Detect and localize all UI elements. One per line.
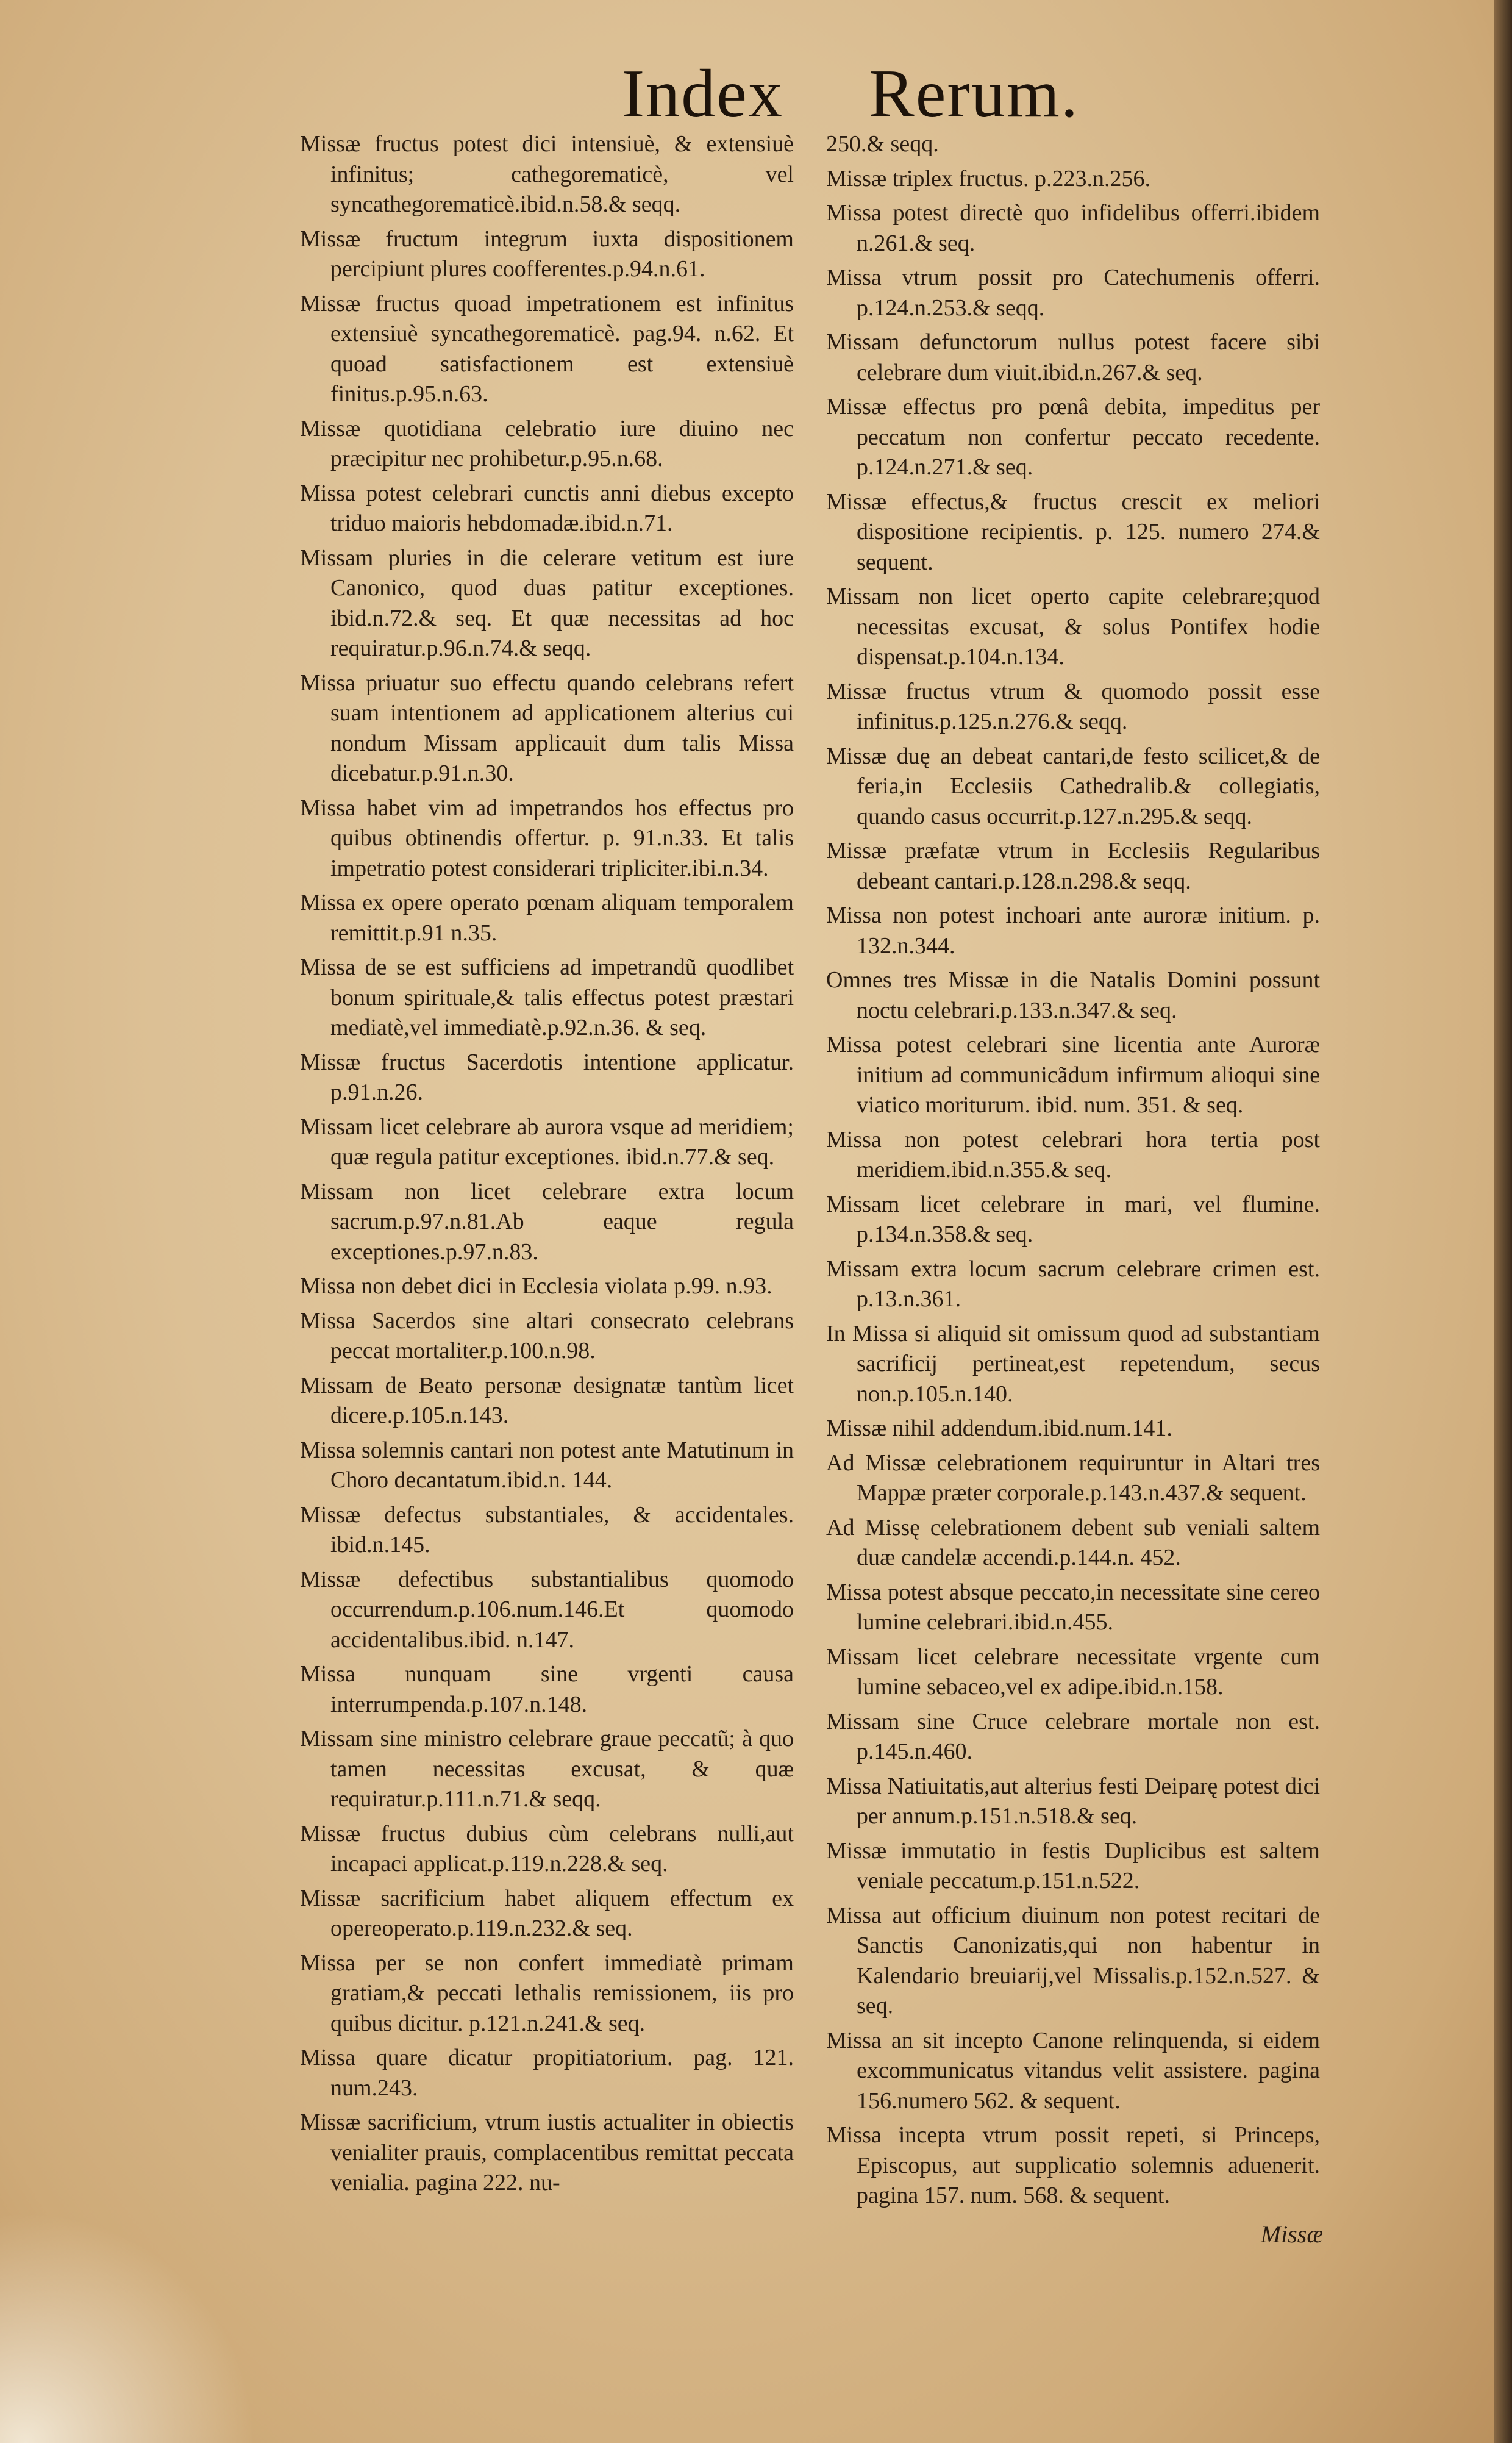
- index-entry: Missam licet celebrare necessitate vrgente cum lumine sebaceo,vel ex adipe.ibid.n.158.: [826, 1644, 1320, 1700]
- index-entry: Missam non licet celebrare extra locum sacrum.p.97.n.81.Ab eaque regula exceptiones.p.97.n.83.: [300, 1178, 794, 1265]
- index-entry: Ad Missę celebrationem debent sub veniali saltem duæ candelæ accendi.p.144.n. 452.: [826, 1514, 1320, 1570]
- index-entry: Missa nunquam sine vrgenti causa interrumpenda.p.107.n.148.: [300, 1661, 794, 1717]
- index-entry: Missa quare dicatur propitiatorium. pag. 121. num.243.: [300, 2045, 794, 2101]
- index-entry: Missæ fructus vtrum & quomodo possit esse infinitus.p.125.n.276.& seqq.: [826, 678, 1320, 734]
- index-entry: Missam defunctorum nullus potest facere sibi celebrare dum viuit.ibid.n.267.& seq.: [826, 329, 1320, 385]
- index-entry: Missa de se est sufficiens ad impetrandũ quodlibet bonum spirituale,& talis effectus potest præstari mediatè,vel immediatè.p.92.n.36. & seq.: [300, 954, 794, 1040]
- index-entry: Missam extra locum sacrum celebrare crimen est. p.13.n.361.: [826, 1256, 1320, 1312]
- index-entry: Missam de Beato personæ designatæ tantùm licet dicere.p.105.n.143.: [300, 1372, 794, 1428]
- index-entry: Missam non licet operto capite celebrare;quod necessitas excusat, & solus Pontifex hodie dispensat.p.104.n.134.: [826, 584, 1320, 670]
- page-edge-shadow: [1494, 0, 1512, 2443]
- index-entry: Missæ fructus potest dici intensiuè, & extensiuè infinitus; cathegorematicè, vel syncathegorematicè.ibid.n.58.& seqq.: [300, 131, 794, 217]
- index-entry: Missa priuatur suo effectu quando celebrans refert suam intentionem ad applicationem alterius cui nondum Missam applicauit dum talis Missa dicebatur.p.91.n.30.: [300, 670, 794, 786]
- index-entry: Missa non debet dici in Ecclesia violata p.99. n.93.: [300, 1273, 772, 1299]
- index-entry: Missa vtrum possit pro Catechumenis offerri. p.124.n.253.& seqq.: [826, 265, 1320, 321]
- index-entry: Missa non potest inchoari ante auroræ initium. p. 132.n.344.: [826, 903, 1320, 959]
- index-entry: 250.& seqq.: [826, 131, 939, 157]
- index-entry: Missa potest celebrari cunctis anni diebus excepto triduo maioris hebdomadæ.ibid.n.71.: [300, 480, 794, 536]
- header-right-word: Rerum.: [869, 56, 1079, 132]
- index-entry: Missa an sit incepto Canone relinquenda, si eidem excommunicatus vitandus velit assistere. pagina 156.numero 562. & sequent.: [826, 2027, 1320, 2114]
- index-column-left: [300, 129, 794, 2203]
- index-entry: Missa aut officium diuinum non potest recitari de Sanctis Canonizatis,qui non habentur in Kalendario breuiarij,vel Missalis.p.152.n.527. & seq.: [826, 1902, 1320, 2019]
- running-header: [622, 55, 1171, 140]
- index-entry: Missæ defectibus substantialibus quomodo occurrendum.p.106.num.146.Et quomodo accidentalibus.ibid. n.147.: [300, 1566, 794, 1653]
- index-entry: Ad Missæ celebrationem requiruntur in Altari tres Mappæ præter corporale.p.143.n.437.& sequent.: [826, 1450, 1320, 1506]
- index-entry: Missæ præfatæ vtrum in Ecclesiis Regularibus debeant cantari.p.128.n.298.& seqq.: [826, 838, 1320, 894]
- index-entry: Missæ quotidiana celebratio iure diuino nec præcipitur nec prohibetur.p.95.n.68.: [300, 415, 794, 471]
- index-entry: Missa potest celebrari sine licentia ante Auroræ initium ad communicãdum infirmum alioqui sine viatico moriturum. ibid. num. 351. & seq.: [826, 1032, 1320, 1118]
- index-entry: Missam sine Cruce celebrare mortale non est. p.145.n.460.: [826, 1708, 1320, 1764]
- index-entry: Missæ fructus Sacerdotis intentione applicatur. p.91.n.26.: [300, 1049, 794, 1105]
- index-entry: Missa Sacerdos sine altari consecrato celebrans peccat mortaliter.p.100.n.98.: [300, 1307, 794, 1364]
- index-entry: Missam licet celebrare in mari, vel flumine. p.134.n.358.& seq.: [826, 1191, 1320, 1247]
- index-entry: Omnes tres Missæ in die Natalis Domini possunt noctu celebrari.p.133.n.347.& seq.: [826, 967, 1320, 1023]
- index-entry: Missa incepta vtrum possit repeti, si Princeps, Episcopus, aut supplicatio solemnis aduenerit. pagina 157. num. 568. & sequent.: [826, 2122, 1320, 2208]
- index-column-right: [826, 129, 1320, 2216]
- index-entry: Missæ nihil addendum.ibid.num.141.: [826, 1415, 1172, 1441]
- index-entry: Missam pluries in die celerare vetitum est iure Canonico, quod duas patitur exceptiones. ibid.n.72.& seq. Et quæ necessitas ad hoc requiratur.p.96.n.74.& seqq.: [300, 545, 794, 661]
- index-entry: Missæ sacrificium, vtrum iustis actualiter in obiectis venialiter prauis, complacentibus remittat peccata venialia. pagina 222. nu-: [300, 2109, 794, 2195]
- index-entry: Missæ immutatio in festis Duplicibus est saltem veniale peccatum.p.151.n.522.: [826, 1837, 1320, 1894]
- header-left-word: Index: [622, 56, 784, 132]
- index-entry: Missæ triplex fructus. p.223.n.256.: [826, 165, 1150, 191]
- index-entry: Missa per se non confert immediatè primam gratiam,& peccati lethalis remissionem, iis pro quibus dicitur. p.121.n.241.& seq.: [300, 1950, 794, 2036]
- index-entry: Missa potest directè quo infidelibus offerri.ibidem n.261.& seq.: [826, 200, 1320, 256]
- index-entry: Missam licet celebrare ab aurora vsque ad meridiem; quæ regula patitur exceptiones. ibid.n.77.& seq.: [300, 1114, 794, 1170]
- index-entry: Missa solemnis cantari non potest ante Matutinum in Choro decantatum.ibid.n. 144.: [300, 1437, 794, 1493]
- index-entry: Missæ effectus,& fructus crescit ex meliori dispositione recipientis. p. 125. numero 274.& sequent.: [826, 488, 1320, 575]
- index-entry: Missæ fructum integrum iuxta dispositionem percipiunt plures coofferentes.p.94.n.61.: [300, 226, 794, 282]
- index-entry: Missam sine ministro celebrare graue peccatũ; à quo tamen necessitas excusat, & quæ requiratur.p.111.n.71.& seqq.: [300, 1726, 794, 1812]
- index-entry: Missa non potest celebrari hora tertia post meridiem.ibid.n.355.& seq.: [826, 1126, 1320, 1182]
- index-entry: In Missa si aliquid sit omissum quod ad substantiam sacrificij pertineat,est repetendum, secus non.p.105.n.140.: [826, 1320, 1320, 1407]
- catchword: Missæ: [1260, 2220, 1323, 2248]
- index-entry: Missæ duę an debeat cantari,de festo scilicet,& de feria,in Ecclesiis Cathedralib.& collegiatis, quando casus occurrit.p.127.n.295.& seqq.: [826, 743, 1320, 829]
- index-entry: Missa habet vim ad impetrandos hos effectus pro quibus obtinendis offertur. p. 91.n.33. Et talis impetratio potest considerari tripliciter.ibi.n.34.: [300, 795, 794, 881]
- index-entry: Missæ fructus dubius cùm celebrans nulli,aut incapaci applicat.p.119.n.228.& seq.: [300, 1820, 794, 1876]
- index-entry: Missæ fructus quoad impetrationem est infinitus extensiuè syncathegorematicè. pag.94. n.62. Et quoad satisfactionem est extensiuè finitus.p.95.n.63.: [300, 290, 794, 407]
- index-entry: Missæ sacrificium habet aliquem effectum ex opereoperato.p.119.n.232.& seq.: [300, 1885, 794, 1941]
- index-entry: Missa potest absque peccato,in necessitate sine cereo lumine celebrari.ibid.n.455.: [826, 1579, 1320, 1635]
- index-entry: Missa Natiuitatis,aut alterius festi Deiparę potest dici per annum.p.151.n.518.& seq.: [826, 1773, 1320, 1829]
- index-entry: Missæ effectus pro pœnâ debita, impeditus per peccatum non confertur peccato recedente. p.124.n.271.& seq.: [826, 394, 1320, 480]
- page-wear-stain: [0, 2211, 256, 2443]
- index-entry: Missa ex opere operato pœnam aliquam temporalem remittit.p.91 n.35.: [300, 890, 794, 946]
- index-entry: Missæ defectus substantiales, & accidentales. ibid.n.145.: [300, 1501, 794, 1558]
